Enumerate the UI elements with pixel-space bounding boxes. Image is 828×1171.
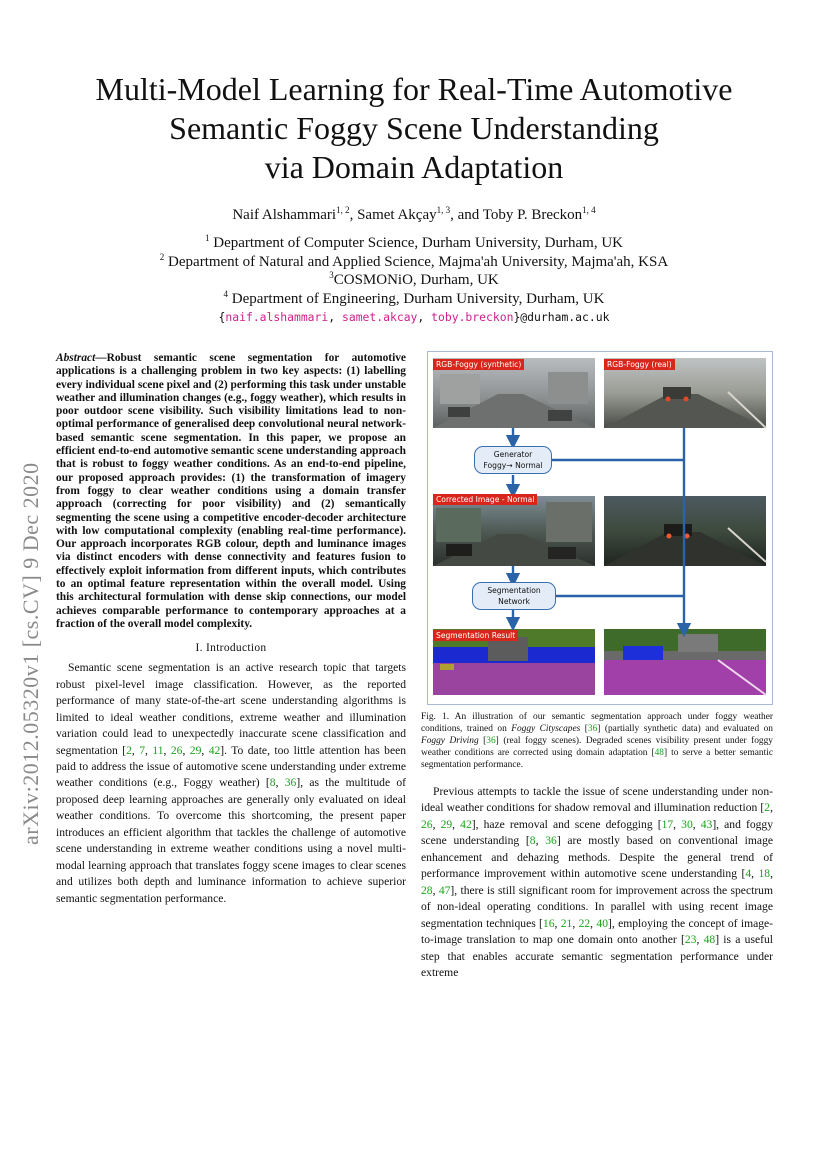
text-run: ,: [201, 743, 209, 757]
section-heading: I. Introduction: [195, 642, 267, 655]
email-separator: ,: [417, 310, 432, 324]
citation-link[interactable]: 22: [578, 916, 591, 930]
text-run: ,: [163, 743, 171, 757]
text-run: ,: [572, 916, 579, 930]
citation-link[interactable]: 26: [170, 743, 183, 757]
text-run: ,: [696, 933, 704, 947]
citation-link[interactable]: 36: [545, 834, 557, 848]
text-run: ], there is still significant room for improvement across the spectrum of non-ideal operating conditions. In parallel with using recent image segmentation techniques [: [421, 883, 773, 930]
citation-link[interactable]: 7: [139, 743, 146, 757]
text-run: ] are mostly based on conventional image enhancement and dehazing methods. Despite the general trend of performance improvement within automotive scene understanding [: [421, 834, 774, 881]
affiliation-mark: 2: [159, 252, 165, 262]
segmentation-network-node: [472, 582, 556, 610]
citation-link[interactable]: 42: [208, 743, 221, 757]
text-run: Fig. 1. An illustration of our semantic segmentation approach under foggy weather conditions, trained on: [421, 712, 773, 734]
text-run: ,: [590, 916, 597, 930]
citation-link[interactable]: 16: [542, 916, 555, 930]
citation-link[interactable]: 43: [700, 817, 713, 831]
text-run: ] (real foggy scenes). Degraded scenes visibility present under foggy weather conditions are corrected using domain adaptation [: [421, 735, 773, 758]
author-name: Samet Akçay: [357, 207, 437, 223]
citation-link[interactable]: 23: [684, 933, 697, 947]
email-link[interactable]: samet.akcay: [341, 310, 418, 324]
citation-link[interactable]: 47: [438, 883, 451, 897]
author-separator: , and: [450, 207, 483, 223]
citation-link[interactable]: 36: [284, 776, 297, 790]
citation-link[interactable]: 36: [486, 735, 496, 746]
citation-link[interactable]: 36: [587, 723, 598, 734]
title-line: via Domain Adaptation: [264, 149, 564, 185]
text-run: ], employing the concept of image-to-image translation to map one domain onto another [: [421, 916, 774, 947]
affiliation-text: Department of Computer Science, Durham University, Durham, UK: [209, 235, 623, 251]
italic-dataset-name: Foggy Driving: [421, 735, 479, 746]
affiliation-text: Department of Engineering, Durham University, Durham, UK: [228, 291, 605, 307]
segnet-title: Segmentation: [487, 586, 541, 595]
affiliation-mark: 1: [204, 233, 210, 243]
citation-link[interactable]: 40: [596, 916, 608, 930]
affiliation-mark: 4: [223, 289, 229, 299]
title-line: Semantic Foggy Scene Understanding: [169, 110, 659, 146]
citation-link[interactable]: 26: [421, 817, 433, 831]
citation-link[interactable]: 48: [703, 933, 716, 947]
text-run: Semantic scene segmentation is an active research topic that targets robust pixel-level image classification. However, as the reported performance of many state-of-the-art scene understanding algorithms is limited to ideal weather conditions, extreme weather and illumination variation could lead to unexpectedly inaccurate scene classification and segmentation [: [56, 661, 406, 757]
abstract-text: —Robust semantic scene segmentation for automotive applications is a challenging problem in two key aspects: (1) labelling every individual scene pixel and (2) performing this task under unstable weather and illumination changes (e.g., foggy weather), which results in poor outdoor scene visibility. Such visibility limitations lead to non-optimal performance of generalised deep convolutional neural network-based semantic scene segmentation. In this paper, we propose an efficient end-to-end automotive semantic scene understanding approach that is robust to foggy weather conditions. As an end-to-end pipeline, our proposed approach provides: (1) the transformation of imagery from foggy to clear weather conditions using a domain transfer approach (correcting for poor visibility) and (2) semantically segmenting the scene using a competitive encoder-decoder architecture with low computational complexity (enabling real-time performance). Our approach incorporates RGB colour, depth and luminance images via distinct encoders with dense connectivity and features fusion to effectively exploit information from different inputs, which contributes to an optimal feature representation within the overall model. Using this architectural formulation with dense skip connections, our model achieves comparable performance to contemporary approaches at a fraction of the overall model complexity.: [56, 352, 406, 630]
author-name: Naif Alshammari: [232, 207, 337, 223]
citation-link[interactable]: 48: [654, 747, 664, 758]
corrected-synthetic-image: [433, 496, 595, 566]
citation-link[interactable]: 2: [126, 743, 132, 757]
figure-panel: [427, 351, 773, 705]
text-run: ,: [751, 867, 759, 881]
author-separator: ,: [349, 207, 358, 223]
affiliation: [40, 270, 788, 289]
text-run: ], haze removal and scene defogging [: [471, 817, 662, 831]
text-run: ] (partially synthetic data) and evaluated on: [597, 723, 773, 734]
text-run: ,: [554, 916, 561, 930]
text-run: ], as the multitude of proposed deep learning approaches are generally only evaluated on ideal weather conditions. To overcome this shortcoming, the present paper introduces an efficient algorithm that tackles the challenge of automotive scene understanding in extreme weather conditions using a novel multi-modal learning approach that translates foggy scene images to clear scenes and utilizes both depth and luminance information to achieve superior semantic segmentation performance.: [56, 776, 406, 905]
text-run: ,: [770, 867, 773, 881]
citation-link[interactable]: 8: [529, 834, 536, 848]
author-name: Toby P. Breckon: [482, 207, 583, 223]
text-run: ]. To date, too little attention has been paid to address the issue of automotive scene understanding under extreme weather conditions (e.g., Foggy weather) [: [56, 743, 407, 790]
text-run: ], and foggy scene understanding [: [421, 817, 774, 848]
generator-node: [474, 446, 552, 474]
abstract-label: Abstract: [56, 352, 96, 364]
text-run: ,: [432, 817, 441, 831]
email-link[interactable]: toby.breckon: [431, 310, 514, 324]
citation-link[interactable]: 29: [440, 817, 453, 831]
paper-title: [40, 70, 788, 187]
text-run: ,: [182, 743, 190, 757]
text-run: [: [580, 723, 588, 734]
title-line: Multi-Model Learning for Real-Time Automotive: [95, 71, 733, 107]
affiliation: [40, 252, 788, 271]
affiliation-text: Department of Natural and Applied Science, Majma'ah University, Majma'ah, KSA: [164, 254, 669, 270]
text-run: ,: [535, 834, 546, 848]
affiliation: [40, 289, 788, 308]
text-run: ,: [131, 743, 140, 757]
text-run: ,: [145, 743, 153, 757]
citation-link[interactable]: 21: [560, 916, 573, 930]
email-separator: ,: [328, 310, 342, 324]
citation-link[interactable]: 42: [460, 817, 472, 831]
citation-link[interactable]: 18: [758, 867, 771, 881]
figure-caption: [421, 712, 773, 772]
affiliation: [40, 233, 788, 252]
citation-link[interactable]: 4: [745, 867, 752, 881]
citation-link[interactable]: 30: [681, 817, 693, 831]
text-run: ] is a useful step that enables accurate semantic segmentation performance under extreme: [421, 933, 773, 979]
text-run: ,: [452, 817, 461, 831]
generator-subtitle: Foggy→ Normal: [483, 461, 543, 470]
author-list: [40, 205, 788, 224]
affiliation-text: COSMONiO, Durham, UK: [333, 272, 499, 288]
label-rgb-foggy-synthetic: RGB-Foggy (synthetic): [433, 359, 524, 370]
citation-link[interactable]: 2: [764, 801, 771, 815]
citation-link[interactable]: 8: [269, 776, 276, 790]
abstract: [56, 352, 406, 631]
email-brace-open: {: [218, 310, 226, 324]
citation-link[interactable]: 17: [661, 817, 674, 831]
author-affil-mark: 1, 2: [336, 205, 350, 215]
text-run: Previous attempts to tackle the issue of scene understanding under non-ideal weather conditions for shadow removal and illumination reduction [: [421, 785, 773, 815]
text-run: ,: [275, 776, 285, 790]
citation-link[interactable]: 28: [421, 883, 433, 897]
segmentation-real-image: [604, 629, 766, 695]
citation-link[interactable]: 11: [152, 743, 164, 757]
right-column: [421, 784, 773, 981]
italic-dataset-name: Foggy Cityscapes: [511, 723, 581, 734]
text-run: ,: [770, 801, 773, 815]
intro-paragraph-continued: [421, 784, 773, 981]
email-link[interactable]: naif.alshammari: [225, 310, 329, 324]
left-column: [56, 352, 406, 907]
text-run: [: [478, 735, 487, 746]
label-segmentation-result: Segmentation Result: [433, 630, 518, 641]
generator-title: Generator: [493, 450, 533, 459]
author-affil-mark: 1, 3: [436, 205, 451, 215]
label-corrected-image: Corrected Image - Normal: [433, 494, 537, 505]
text-run: ,: [432, 883, 439, 897]
intro-paragraph: [56, 660, 406, 907]
email-domain: }@durham.ac.uk: [513, 310, 610, 324]
label-rgb-foggy-real: RGB-Foggy (real): [604, 359, 675, 370]
text-run: ,: [673, 817, 682, 831]
citation-link[interactable]: 29: [189, 743, 202, 757]
text-run: ] to serve a better semantic segmentation performance.: [421, 747, 773, 770]
author-affil-mark: 1, 4: [582, 205, 596, 215]
text-run: ,: [692, 817, 701, 831]
affiliation-mark: 3: [329, 270, 334, 280]
arxiv-stamp: arXiv:2012.05320v1 [cs.CV] 9 Dec 2020: [18, 462, 43, 845]
author-emails: [40, 310, 788, 324]
segnet-subtitle: Network: [498, 597, 530, 606]
figure-diagram: [428, 352, 772, 704]
